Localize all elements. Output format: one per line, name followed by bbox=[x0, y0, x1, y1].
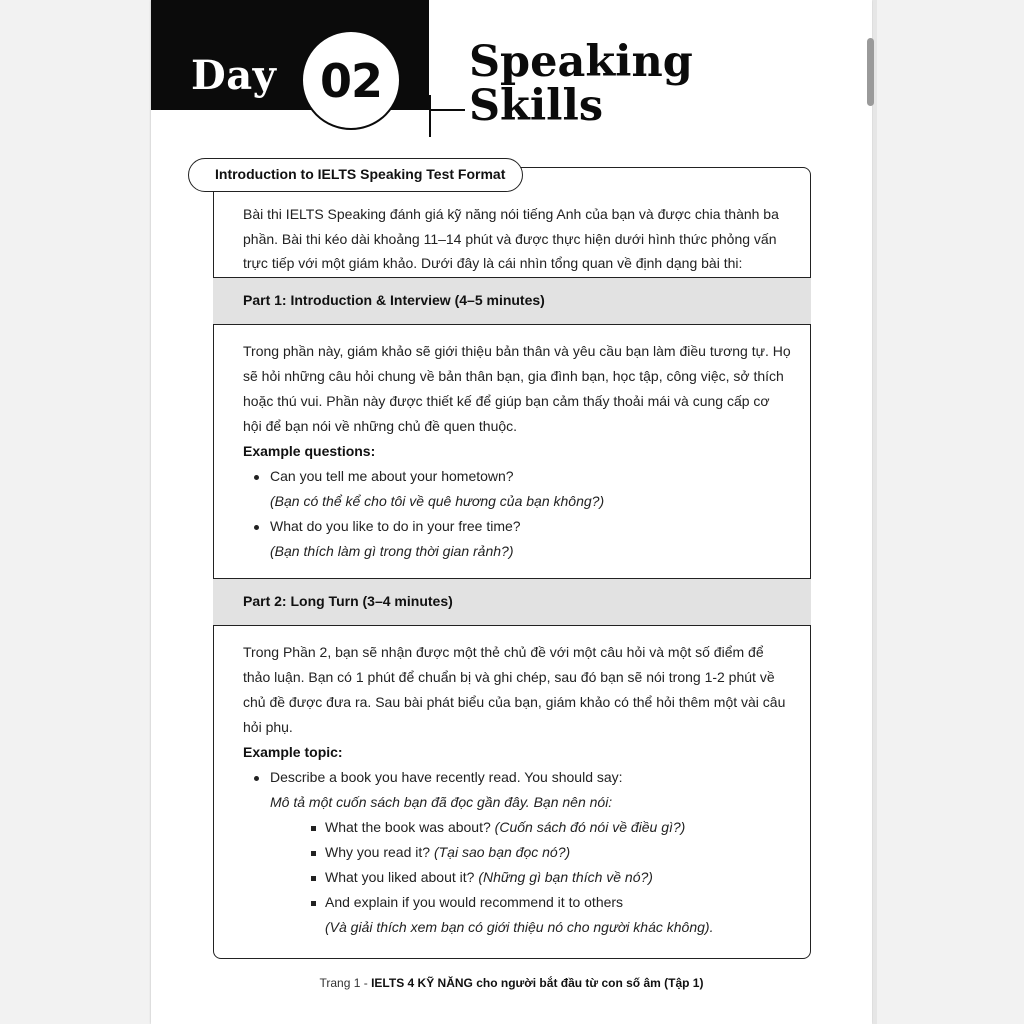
part1-examples-label: Example questions: bbox=[243, 443, 376, 459]
question-text: What do you like to do in your free time? bbox=[270, 518, 521, 534]
question-translation: (Bạn thích làm gì trong thời gian rảnh?) bbox=[270, 543, 514, 559]
list-item bbox=[243, 865, 791, 890]
part1-heading: Part 1: Introduction & Interview (4–5 minutes) bbox=[213, 277, 811, 325]
topic-text: Describe a book you have recently read. You should say: bbox=[270, 769, 623, 785]
list-item bbox=[243, 464, 791, 514]
footer-page-label: Trang 1 - bbox=[319, 976, 368, 990]
list-item bbox=[243, 765, 791, 815]
question-text: Can you tell me about your hometown? bbox=[270, 468, 514, 484]
part1-body: Trong phần này, giám khảo sẽ giới thiệu bản thân và yêu cầu bạn làm điều tương tự. Họ sẽ hỏi những câu hỏi chung về bản thân bạn, gia đình bạn, học tập, công việc, sở thích hoặc thú vui. Phần này được thiết kế để giúp bạn cảm thấy thoải mái và cung cấp cơ hội để bạn nói về những chủ đề quen thuộc. bbox=[243, 343, 791, 434]
point-text: Why you read it? bbox=[325, 844, 431, 860]
scrollbar-thumb[interactable] bbox=[867, 38, 874, 106]
list-item bbox=[243, 514, 791, 564]
part2-body: Trong Phần 2, bạn sẽ nhận được một thẻ chủ đề với một câu hỏi và một số điểm để thảo luận. Bạn có 1 phút để chuẩn bị và ghi chép, sau đó bạn sẽ nói trong 1-2 phút về chủ đề được đưa ra. Sau bài phát biểu của bạn, giám khảo có thể hỏi thêm một vài câu hỏi phụ. bbox=[243, 644, 786, 735]
day-number-badge bbox=[301, 30, 401, 130]
point-translation: (Những gì bạn thích về nó?) bbox=[478, 869, 653, 885]
list-item bbox=[243, 815, 791, 840]
document-page bbox=[151, 0, 872, 1024]
part2-heading: Part 2: Long Turn (3–4 minutes) bbox=[213, 578, 811, 626]
part2-topic-list bbox=[243, 765, 791, 940]
point-translation: (Và giải thích xem bạn có giới thiệu nó cho người khác không). bbox=[325, 919, 714, 935]
topic-translation: Mô tả một cuốn sách bạn đã đọc gần đây. Bạn nên nói: bbox=[270, 794, 613, 810]
part2-section bbox=[243, 640, 791, 940]
point-text: And explain if you would recommend it to others bbox=[325, 894, 624, 910]
point-text: What the book was about? bbox=[325, 819, 491, 835]
card-tab-title: Introduction to IELTS Speaking Test Format bbox=[188, 158, 523, 192]
footer-book-title: IELTS 4 KỸ NĂNG cho người bắt đầu từ con số âm (Tập 1) bbox=[371, 976, 704, 990]
title-line-2: Skills bbox=[469, 81, 604, 131]
point-translation: (Cuốn sách đó nói về điều gì?) bbox=[494, 819, 686, 835]
page-footer bbox=[151, 976, 872, 990]
scrollbar-track[interactable] bbox=[873, 0, 877, 1024]
day-number: 02 bbox=[319, 54, 382, 108]
question-translation: (Bạn có thể kể cho tôi về quê hương của bạn không?) bbox=[270, 493, 605, 509]
list-item bbox=[243, 840, 791, 865]
decorative-line-vertical bbox=[429, 95, 431, 137]
list-item bbox=[243, 890, 791, 940]
title-line-1: Speaking bbox=[469, 37, 693, 87]
point-translation: (Tại sao bạn đọc nó?) bbox=[433, 844, 571, 860]
part1-question-list bbox=[243, 464, 791, 564]
page-title bbox=[469, 37, 693, 131]
intro-paragraph: Bài thi IELTS Speaking đánh giá kỹ năng nói tiếng Anh của bạn và được chia thành ba phần. Bài thi kéo dài khoảng 11–14 phút và được thực hiện dưới hình thức phỏng vấn trực tiếp với một giám khảo. Dưới đây là cái nhìn tổng quan về định dạng bài thi: bbox=[243, 206, 779, 271]
decorative-line bbox=[429, 109, 465, 111]
day-label: Day bbox=[191, 52, 277, 99]
part1-section bbox=[243, 339, 791, 564]
part2-examples-label: Example topic: bbox=[243, 744, 343, 760]
point-text: What you liked about it? bbox=[325, 869, 475, 885]
